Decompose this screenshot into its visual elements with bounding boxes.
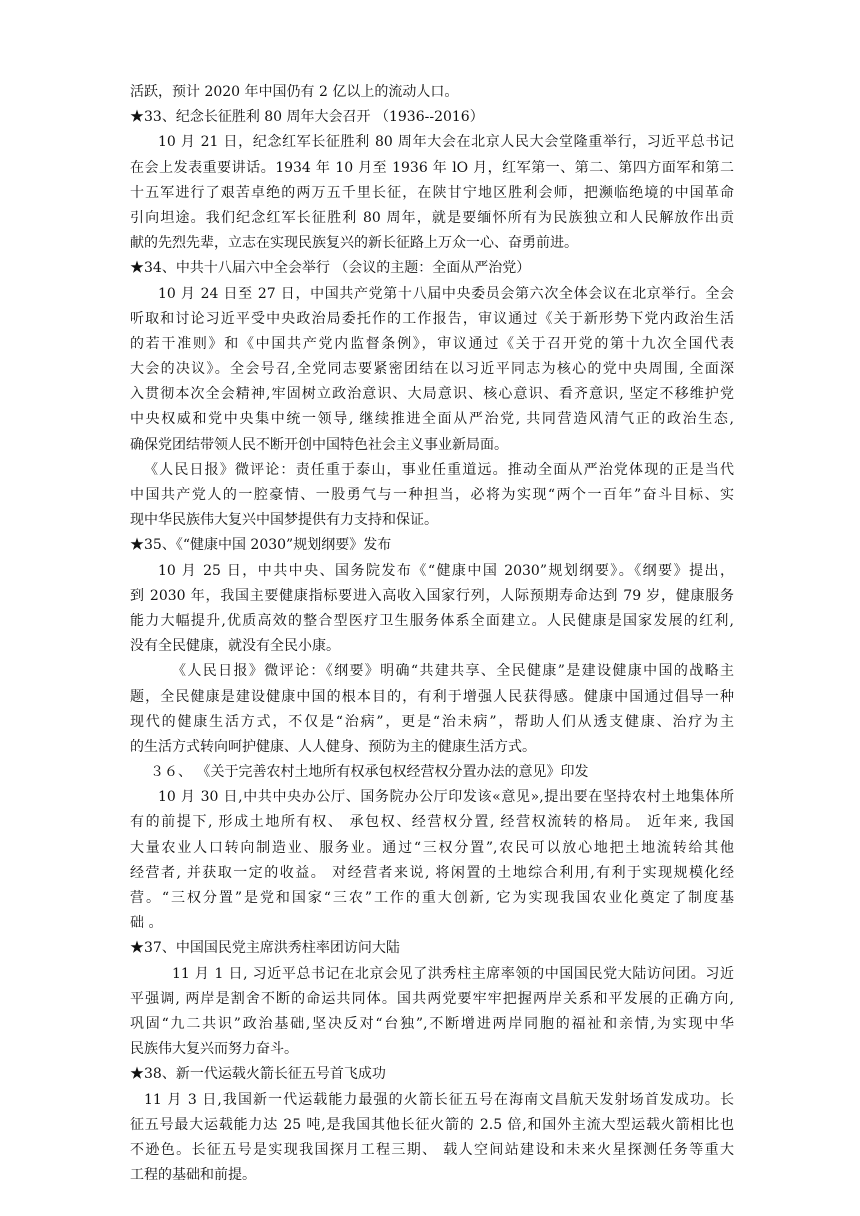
text-line: 经营者, 并获取一定的收益。 对经营者来说, 将闲置的土地综合利用,有利于实现规模化经 xyxy=(130,864,734,881)
text-line: 础 。 xyxy=(130,915,163,932)
section-heading: ★37、中国国民党主席洪秀柱率团访问大陆 xyxy=(130,940,400,957)
text-line: 征五号最大运载能力达 25 吨,是我国其他长征火箭的 2.5 倍,和国外主流大型运载火箭相比也 xyxy=(130,1116,734,1133)
text-line: 听取和讨论习近平受中央政治局委托作的工作报告，审议通过《关于新形势下党内政治生活 xyxy=(130,310,734,327)
text-line: 在会上发表重要讲话。1934 年 10 月至 1936 年 lO 月，红军第一、第二、第四方面军和第二 xyxy=(130,159,734,176)
text-line: 引向坦途。我们纪念红军长征胜利 80 周年，就是要缅怀所有为民族独立和人民解放作出贡 xyxy=(130,209,734,226)
section-heading: ★33、纪念长征胜利 80 周年大会召开 （1936--2016） xyxy=(130,109,484,126)
text-line: 题，全民健康是建设健康中国的根本目的，有利于增强人民获得感。健康中国通过倡导一种 xyxy=(130,688,734,705)
section-heading: ★34、中共十八届六中全会举行 （会议的主题：全面从严治党） xyxy=(130,260,531,277)
text-line: 没有全民健康，就没有全民小康。 xyxy=(130,638,340,655)
text-line: 中央权威和党中央集中统一领导, 继续推进全面从严治党, 共同营造风清气正的政治生态, xyxy=(130,411,734,428)
text-line: 现中华民族伟大复兴中国梦提供有力支持和保证。 xyxy=(130,512,438,529)
text-line: 10 月 21 日，纪念红军长征胜利 80 周年大会在北京人民大会堂隆重举行，习近平总书记 xyxy=(158,134,734,151)
text-line: 献的先烈先辈，立志在实现民族复兴的新长征路上万众一心、奋勇前进。 xyxy=(130,235,578,252)
text-line: 平强调, 两岸是割舍不断的命运共同体。国共两党要牢牢把握两岸关系和平发展的正确方向, xyxy=(130,990,734,1007)
text-line: 入贯彻本次全会精神,牢固树立政治意识、大局意识、核心意识、看齐意识, 坚定不移维护党 xyxy=(130,386,734,403)
text-line: 有的前提下, 形成土地所有权、 承包权、经营权分置, 经营权流转的格局。 近年来, 我国 xyxy=(130,814,734,831)
text-line: 营。“三权分置”是党和国家“三农”工作的重大创新, 它为实现我国农业化奠定了制度基 xyxy=(130,890,734,906)
text-line: 巩固“九二共识”政治基础,坚决反对“台独”,不断增进两岸同胞的福祉和亲情,为实现中华 xyxy=(130,1015,734,1032)
text-line: 的生活方式转向呵护健康、人人健身、预防为主的健康生活方式。 xyxy=(130,738,536,755)
text-line: 现代的健康生活方式，不仅是“治病”，更是“治未病”，帮助人们从透支健康、治疗为主 xyxy=(130,713,734,730)
section-heading: ★38、新一代运载火箭长征五号首飞成功 xyxy=(130,1066,386,1083)
text-line: 10 月 25 日，中共中央、国务院发布《“健康中国 2030”规划纲要》。《纲要》提出， xyxy=(158,562,734,579)
section-heading: ３６、 《关于完善农村土地所有权承包权经营权分置办法的意见》印发 xyxy=(150,764,589,781)
section-heading: ★35、《“健康中国 2030”规划纲要》发布 xyxy=(130,537,392,554)
text-line: 10 月 24 日至 27 日，中国共产党第十八届中央委员会第六次全体会议在北京举行。全会 xyxy=(158,285,734,302)
text-line: 民族伟大复兴而努力奋斗。 xyxy=(130,1041,298,1058)
text-line: 《人民日报》微评论：责任重于泰山，事业任重道远。推动全面从严治党体现的正是当代 xyxy=(144,461,734,478)
text-line: 《人民日报》微评论：《纲要》明确“共建共享、全民健康”是建设健康中国的战略主 xyxy=(172,663,734,680)
text-line: 工程的基础和前提。 xyxy=(130,1167,256,1184)
text-line: 到 2030 年，我国主要健康指标要进入高收入国家行列，人际预期寿命达到 79 岁，健康服务 xyxy=(130,587,734,604)
text-line: 大会的决议》。全会号召,全党同志要紧密团结在以习近平同志为核心的党中央周围, 全面深 xyxy=(130,361,734,378)
text-line: 活跃，预计 2020 年中国仍有 2 亿以上的流动人口。 xyxy=(130,84,459,100)
text-line: 大量农业人口转向制造业、服务业。通过“三权分置”,农民可以放心地把土地流转给其他 xyxy=(130,839,734,856)
text-line: 十五军进行了艰苦卓绝的两万五千里长征，在陕甘宁地区胜利会师，把濒临绝境的中国革命 xyxy=(130,184,734,201)
text-line: 11 月 1 日, 习近平总书记在北京会见了洪秀柱主席率领的中国国民党大陆访问团。习近 xyxy=(172,965,734,982)
text-line: 10 月 30 日,中共中央办公厅、国务院办公厅印发该«意见»,提出要在坚持农村土地集体所 xyxy=(158,789,734,806)
text-line: 能力大幅提升,优质高效的整合型医疗卫生服务体系全面建立。人民健康是国家发展的红利, xyxy=(130,612,734,629)
text-line: 11 月 3 日,我国新一代运载能力最强的火箭长征五号在海南文昌航天发射场首发成功。长 xyxy=(144,1091,734,1108)
text-line: 的若干准则》和《中国共产党内监督条例》，审议通过《关于召开党的第十九次全国代表 xyxy=(130,335,734,352)
text-line: 确保党团结带领人民不断开创中国特色社会主义事业新局面。 xyxy=(130,436,508,453)
text-line: 不逊色。长征五号是实现我国探月工程三期、 载人空间站建设和未来火星探测任务等重大 xyxy=(130,1141,734,1158)
text-line: 中国共产党人的一腔豪情、一股勇气与一种担当，必将为实现“两个一百年”奋斗目标、实 xyxy=(130,487,734,503)
